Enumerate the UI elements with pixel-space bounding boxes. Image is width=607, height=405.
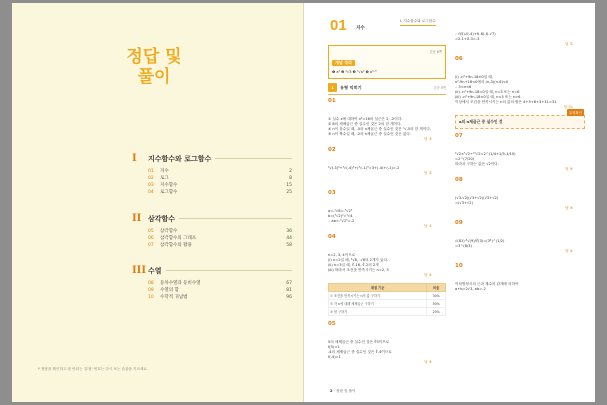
- table-header: 비율: [427, 284, 446, 292]
- solution-line: ⁴√(-3)⁴+³√(-4)³+(⁴√-1)³=3+(-4)+(-1)=-2: [328, 166, 400, 170]
- solution-line: ∴ ab=-⁵√2⁵=-2: [328, 219, 355, 223]
- answer-label: 답 ④: [424, 273, 432, 277]
- solution-line: 이상에서 조건을 만족시키는 n의 값의 합은 4+5+6+3+11=31: [455, 100, 557, 104]
- part-name: 삼각함수: [148, 214, 176, 223]
- toc-item[interactable]: [132, 242, 292, 249]
- solution-line: f(5)=1: [328, 345, 340, 349]
- toc-item[interactable]: [132, 228, 292, 235]
- left-column: [328, 45, 446, 370]
- answer-page: [304, 3, 595, 402]
- toc-item-name: 수열의 합: [160, 288, 179, 293]
- table-cell: 30%: [427, 292, 446, 300]
- toc-item[interactable]: [132, 287, 292, 294]
- solution-line: ② 8의 세제곱근 중 실수인 것은 2의 한 개이다.: [328, 122, 402, 126]
- table-header: 채점 기준: [329, 284, 427, 292]
- toc-item-num: 08: [148, 281, 154, 286]
- solution-line: ⑤ n이 짝수일 때, -2의 n제곱근 중 실수인 것은 없다.: [328, 132, 411, 136]
- cover-title-line1: 정답 및: [126, 47, 182, 67]
- section-header: [328, 83, 446, 95]
- solution-line: b=(⁵√2)²=⁵√4: [328, 214, 353, 218]
- question-number: 08: [455, 177, 463, 183]
- concept-page-ref: 본문 8쪽: [429, 50, 442, 54]
- section-title: 유형 익히기: [340, 84, 362, 90]
- question-block: [455, 56, 585, 110]
- solution-line: n²-9n+18<0에서 (n-3)(n-6)<0: [455, 80, 509, 84]
- answer-label: 답 ②: [424, 171, 432, 175]
- question-block: [328, 234, 446, 278]
- section-page-ref: 본문 9쪽: [433, 86, 446, 90]
- toc-item[interactable]: [132, 235, 292, 242]
- part-name: 수열: [148, 266, 162, 275]
- tip-box: [455, 111, 585, 129]
- solution-line: f(-4)=1: [328, 355, 341, 359]
- table-row: [329, 308, 446, 316]
- toc-item-name: 삼각함수의 그래프: [160, 236, 197, 241]
- solution-line: ⁴√2×⁵√2÷¹⁰√2=2^(1/4+1/5-1/10): [455, 152, 516, 156]
- question-block: [328, 98, 446, 142]
- toc-item-num: 02: [148, 176, 154, 181]
- toc-item[interactable]: [132, 280, 292, 287]
- toc-item-name: 로그함수: [160, 190, 178, 195]
- answer-label: 답 ①: [424, 224, 432, 228]
- toc-part-head[interactable]: [132, 153, 292, 164]
- question-number: 06: [455, 56, 463, 62]
- part-name: 지수함수와 로그함수: [148, 154, 212, 163]
- toc-part-1: [132, 153, 292, 196]
- concept-box: [328, 45, 446, 79]
- grading-table: [328, 283, 446, 316]
- section-badge: 1: [328, 83, 337, 92]
- answer-label: 답 31: [563, 105, 573, 109]
- solution-line: (iii) 따라서 조건을 만족시키는 n=2, 3: [328, 268, 389, 272]
- question-number: 10: [455, 263, 463, 269]
- table-cell: 50%: [427, 300, 446, 308]
- chapter-name: 지수: [356, 26, 365, 31]
- toc-item-name: 지수함수: [160, 183, 178, 188]
- question-number: 09: [455, 220, 463, 226]
- solution-line: ④ n이 홀수일 때, -5의 n제곱근 중 실수인 것은 ⁿ√-5의 한 개이다.: [328, 127, 431, 131]
- part-number: II: [132, 213, 142, 224]
- concept-title: 개념 정리: [332, 60, 355, 66]
- toc-part-3: [132, 265, 292, 301]
- toc-item-page: 8: [289, 176, 292, 181]
- table-cell: ③ 답 구하기: [329, 308, 427, 316]
- solution-line: (i) -n²+9n-18>0일 때,: [455, 75, 493, 79]
- page-number: 2: [330, 389, 333, 393]
- toc-item-page: 36: [286, 229, 292, 234]
- question-number: 01: [328, 98, 336, 104]
- toc-item-num: 03: [148, 183, 154, 188]
- answer-label: 답 ⑤: [424, 360, 432, 364]
- answer-label: 답 ③: [424, 137, 432, 141]
- toc-item-name: 로그: [160, 176, 169, 181]
- solution-line: ∴ f(5)-f(-4)+f(-6)-f(-√7): [455, 32, 496, 36]
- toc-item-page: 96: [286, 295, 292, 300]
- answer-label: 답 ④: [565, 249, 573, 253]
- solution-line: -4의 세제곱근 중 실수인 것은 ∛-4이므로: [328, 350, 392, 354]
- question-block: [455, 220, 585, 258]
- table-cell: ② 각 n에 대해 세제곱근 구하기: [329, 300, 427, 308]
- answer-label: 답 ⑤: [565, 167, 573, 171]
- solution-line: n=2, 3, 4이므로: [328, 253, 356, 257]
- question-block: [455, 177, 585, 215]
- toc-item-page: 25: [286, 190, 292, 195]
- solution-line: =(√3+√2): [455, 201, 473, 205]
- toc-item-num: 07: [148, 243, 154, 248]
- solution-line: 5의 세제곱근 중 실수인 것은 ∛5이므로: [328, 340, 390, 344]
- toc-item-num: 05: [148, 229, 154, 234]
- solution-line: (i) n=2일 때, ⁴√8, -√8의 2개가 있다.: [328, 258, 389, 262]
- question-block: [328, 321, 446, 365]
- question-number: 04: [328, 234, 336, 240]
- footer-separator: ·: [333, 389, 335, 393]
- toc-item-page: 15: [286, 183, 292, 188]
- toc-item-page: 2: [289, 169, 292, 174]
- part-number: I: [132, 153, 137, 164]
- solution-line: (√3-√2)(√3+√2)(√3+√2): [455, 196, 499, 200]
- solution-line: (ii) -n²+9n-18=0일 때, n=3 또는 n=6: [455, 90, 520, 94]
- question-block: [455, 13, 585, 51]
- tip-title: a의 n제곱근 중 실수인 것: [459, 119, 503, 124]
- solution-line: =2^(7/20): [455, 157, 475, 161]
- toc-item[interactable]: [132, 175, 292, 182]
- table-row: [329, 292, 446, 300]
- solution-line: (ii) n=3일 때, ∛-16, ∛-2의 2개: [328, 263, 379, 267]
- cover-title: [118, 47, 190, 87]
- cover-note: * 정답을 확인하고 잘 안되는 '유형' 번호는 다시 보는 습관을 기르세요.: [38, 367, 149, 371]
- running-head: I. 지수함수와 로그함수: [400, 19, 436, 26]
- toc-item-name: 수학적 귀납법: [160, 295, 188, 300]
- toc-item-name: 삼각함수의 활용: [160, 243, 192, 248]
- solution-line: a=-⁵√8=-⁵√2³: [328, 209, 353, 213]
- question-block: [328, 147, 446, 185]
- cover-page: [12, 3, 304, 402]
- toc-item[interactable]: [132, 182, 292, 189]
- right-column: [455, 13, 585, 306]
- toc-item-name: 삼각함수: [160, 229, 178, 234]
- footer-text: 정답 및 풀이: [335, 389, 356, 393]
- toc-item-name: 지수: [160, 169, 169, 174]
- table-cell: ① 조건을 만족시키는 n의 값 구하기: [329, 292, 427, 300]
- question-block: [455, 133, 585, 172]
- toc-part-2: [132, 213, 292, 249]
- book-spread: [12, 3, 595, 402]
- solution-line: =2-1+0-3=-3: [455, 37, 480, 41]
- solution-line: 이차방정식의 근과 계수의 관계에 의하여: [455, 282, 519, 286]
- solution-line: ∴ 3<n<6: [455, 85, 472, 89]
- toc-item-page: 67: [286, 281, 292, 286]
- toc-item-num: 01: [148, 169, 154, 174]
- toc-item-num: 06: [148, 236, 154, 241]
- toc-item[interactable]: [132, 294, 292, 301]
- question-number: 07: [455, 133, 463, 139]
- page-footer: [330, 389, 356, 394]
- question-number: 05: [328, 321, 336, 327]
- toc-part-head[interactable]: [132, 213, 292, 224]
- toc-item-page: 81: [286, 288, 292, 293]
- toc-item-page: 44: [286, 236, 292, 241]
- question-block: [455, 263, 585, 301]
- solution-line: a+b=2√3, ab=-2: [455, 287, 486, 291]
- toc-item-num: 10: [148, 295, 154, 300]
- concept-row: ❶ a² ❷ ⁴√3 ❸ ³√a² ❹ a⁵ᐟ⁶: [332, 70, 377, 74]
- divider: [179, 218, 292, 219]
- solution-line: √(81)·³√(9)/∛(3)=(3⁴)^(1/2): [455, 239, 505, 243]
- question-block: [328, 190, 446, 229]
- tip-tag: 유형확인: [568, 111, 582, 115]
- question-number: 02: [328, 147, 336, 153]
- divider: [215, 158, 292, 159]
- solution-line: 따라서 구하는 값은 √2이다.: [455, 162, 499, 166]
- toc-item-num: 09: [148, 288, 154, 293]
- toc-item-page: 58: [286, 243, 292, 248]
- solution-line: =3^(8/3): [455, 244, 472, 248]
- toc-item[interactable]: [132, 168, 292, 175]
- chapter-number: 01: [330, 17, 347, 34]
- table-cell: 20%: [427, 308, 446, 316]
- question-number: 03: [328, 190, 336, 196]
- solution-line: ① 실수 x에 대하여 x⁴=16의 실근은 2, -2이다.: [328, 117, 403, 121]
- table-row: [329, 300, 446, 308]
- toc-item[interactable]: [132, 189, 292, 196]
- cover-title-line2: 풀이: [137, 67, 171, 87]
- part-number: III: [132, 265, 147, 276]
- toc-part-head[interactable]: [132, 265, 292, 276]
- toc-item-num: 04: [148, 190, 154, 195]
- answer-label: 답 ②: [565, 42, 573, 46]
- toc-item-name: 등차수열과 등비수열: [160, 281, 201, 286]
- solution-line: (iii) -n²+9n-18<0일 때, n<3 또는 n>6: [455, 95, 521, 99]
- answer-label: 답 ③: [565, 206, 573, 210]
- divider: [166, 270, 292, 271]
